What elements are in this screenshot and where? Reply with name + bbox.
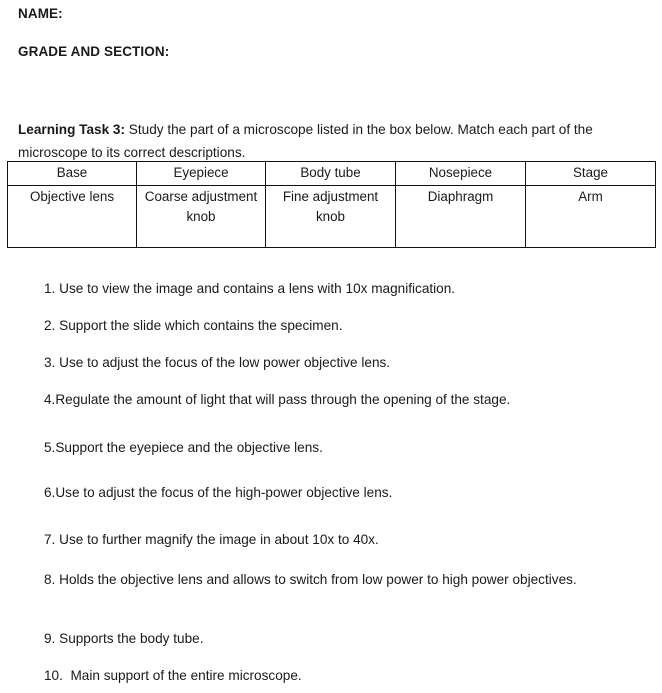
description-item-number: 5. bbox=[44, 440, 56, 455]
description-item-text: Use to adjust the focus of the high-power objective lens. bbox=[55, 485, 393, 500]
instruction-lead: Learning Task 3: bbox=[18, 121, 126, 137]
description-item bbox=[44, 352, 634, 374]
description-item-text: Use to adjust the focus of the low power objective lens. bbox=[59, 355, 391, 370]
description-item-number: 7. bbox=[44, 532, 60, 547]
description-item-number: 6. bbox=[44, 485, 56, 500]
description-item bbox=[44, 628, 634, 650]
word-bank-cell: Eyepiece bbox=[137, 162, 266, 186]
instruction-body: Study the part of a microscope listed in the box below. Match each part of the microscope to its correct descriptions. bbox=[18, 121, 593, 160]
description-item bbox=[44, 278, 634, 300]
description-item bbox=[44, 529, 634, 551]
description-item bbox=[44, 482, 634, 504]
description-item-number: 2. bbox=[44, 318, 60, 333]
description-item-text: Holds the objective lens and allows to switch from low power to high power objectives. bbox=[59, 572, 577, 587]
description-item-text: Main support of the entire microscope. bbox=[70, 668, 302, 683]
description-item-text: Support the slide which contains the specimen. bbox=[59, 318, 343, 333]
description-item-text: Regulate the amount of light that will pass through the opening of the stage. bbox=[55, 392, 511, 407]
description-item-text: Use to further magnify the image in about 10x to 40x. bbox=[59, 532, 379, 547]
description-item bbox=[44, 315, 634, 337]
word-bank-cell: Stage bbox=[526, 162, 656, 186]
description-item-text: Support the eyepiece and the objective lens. bbox=[55, 440, 323, 455]
word-bank-cell: Body tube bbox=[266, 162, 396, 186]
description-item-text: Use to view the image and contains a lens with 10x magnification. bbox=[59, 281, 456, 296]
table-row bbox=[8, 186, 656, 248]
description-item-number: 4. bbox=[44, 392, 56, 407]
word-bank-cell: Nosepiece bbox=[396, 162, 526, 186]
grade-and-section-field-label: GRADE AND SECTION: bbox=[18, 44, 170, 59]
description-item-number: 1. bbox=[44, 281, 60, 296]
word-bank-cell: Fine adjustment knob bbox=[266, 186, 396, 248]
table-row bbox=[8, 162, 656, 186]
word-bank-cell: Base bbox=[8, 162, 137, 186]
name-field-label: NAME: bbox=[18, 6, 63, 21]
word-bank-cell: Objective lens bbox=[8, 186, 137, 248]
description-item bbox=[44, 569, 634, 591]
description-item-number: 3. bbox=[44, 355, 60, 370]
description-item bbox=[44, 665, 634, 687]
instruction-paragraph bbox=[18, 118, 658, 164]
description-item-text: Supports the body tube. bbox=[59, 631, 204, 646]
description-item bbox=[44, 437, 634, 459]
word-bank-table bbox=[7, 161, 656, 248]
word-bank-cell: Coarse adjustment knob bbox=[137, 186, 266, 248]
description-item-number: 9. bbox=[44, 631, 60, 646]
description-item-number: 10. bbox=[44, 668, 71, 683]
description-item bbox=[44, 389, 634, 411]
description-item-number: 8. bbox=[44, 572, 60, 587]
word-bank-cell: Arm bbox=[526, 186, 656, 248]
word-bank-cell: Diaphragm bbox=[396, 186, 526, 248]
